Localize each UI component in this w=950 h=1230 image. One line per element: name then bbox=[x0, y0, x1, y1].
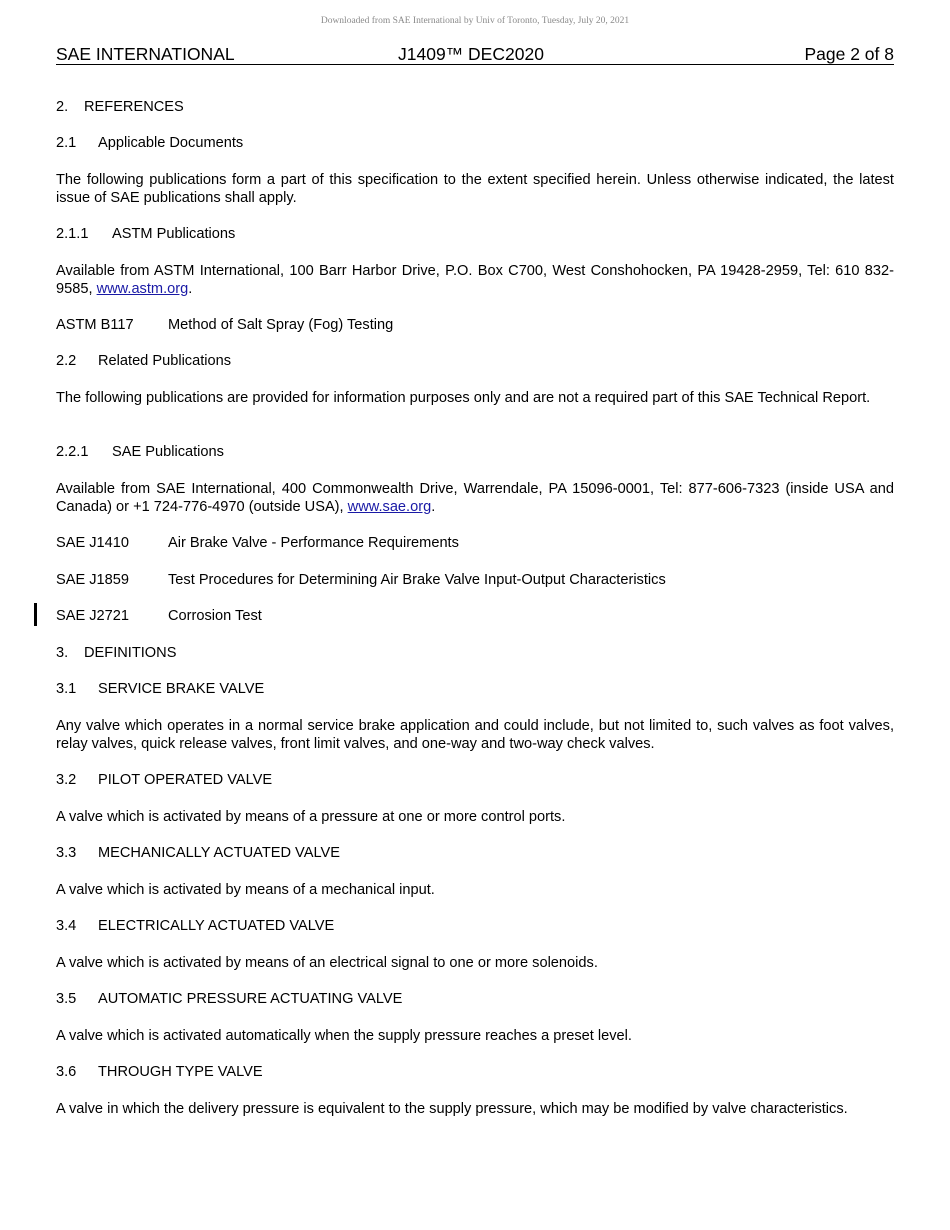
header-doc-id: J1409™ DEC2020 bbox=[398, 44, 544, 64]
sae-website-link[interactable]: www.sae.org bbox=[347, 499, 432, 515]
paragraph-related-publications: The following publications are provided for information purposes only and are not a required part of this SAE Technical Report. bbox=[56, 390, 871, 406]
header-publisher: SAE INTERNATIONAL bbox=[56, 44, 235, 64]
section-heading-3: 3. DEFINITIONS bbox=[56, 645, 177, 661]
section-heading-2-2-1: 2.2.1 SAE Publications bbox=[56, 444, 224, 460]
paragraph-sae-availability: Available from SAE International, 400 Commonwealth Drive, Warrendale, PA 15096-0001, Tel: 877-606-7323 (inside USA and Canada) or +1 724-776-4970 (outside USA), www.sae.org. bbox=[56, 481, 894, 515]
section-heading-2-1: 2.1 Applicable Documents bbox=[56, 135, 244, 151]
reference-item: SAE J1859 Test Procedures for Determining Air Brake Valve Input-Output Characteristics bbox=[56, 572, 666, 588]
definition-text-3-2: A valve which is activated by means of a pressure at one or more control ports. bbox=[56, 809, 566, 825]
reference-item: ASTM B117 Method of Salt Spray (Fog) Testing bbox=[56, 317, 394, 333]
astm-website-link[interactable]: www.astm.org bbox=[96, 281, 189, 297]
definition-heading-3-3: 3.3 MECHANICALLY ACTUATED VALVE bbox=[56, 845, 340, 861]
definition-heading-3-1: 3.1 SERVICE BRAKE VALVE bbox=[56, 681, 265, 697]
paragraph-astm-availability: Available from ASTM International, 100 Barr Harbor Drive, P.O. Box C700, West Conshohocken, PA 19428-2959, Tel: 610 832-9585, www.astm.org. bbox=[56, 263, 894, 297]
download-watermark: Downloaded from SAE International by Univ of Toronto, Tuesday, July 20, 2021 bbox=[320, 16, 630, 26]
page-header bbox=[56, 44, 894, 65]
definition-heading-3-2: 3.2 PILOT OPERATED VALVE bbox=[56, 772, 273, 788]
definition-heading-3-4: 3.4 ELECTRICALLY ACTUATED VALVE bbox=[56, 918, 335, 934]
header-page-number: Page 2 of 8 bbox=[804, 44, 894, 64]
definition-text-3-4: A valve which is activated by means of an electrical signal to one or more solenoids. bbox=[56, 955, 598, 971]
reference-item: SAE J1410 Air Brake Valve - Performance Requirements bbox=[56, 535, 459, 551]
section-heading-2: 2. REFERENCES bbox=[56, 99, 184, 115]
reference-item: SAE J2721 Corrosion Test bbox=[56, 608, 262, 624]
section-heading-2-2: 2.2 Related Publications bbox=[56, 353, 232, 369]
revision-change-bar bbox=[34, 603, 37, 626]
definition-text-3-6: A valve in which the delivery pressure is equivalent to the supply pressure, which may be modified by valve characteristics. bbox=[56, 1101, 848, 1117]
definition-heading-3-5: 3.5 AUTOMATIC PRESSURE ACTUATING VALVE bbox=[56, 991, 403, 1007]
definition-text-3-3: A valve which is activated by means of a mechanical input. bbox=[56, 882, 435, 898]
section-heading-2-1-1: 2.1.1 ASTM Publications bbox=[56, 226, 236, 242]
definition-text-3-5: A valve which is activated automatically when the supply pressure reaches a preset level. bbox=[56, 1028, 632, 1044]
definition-text-3-1: Any valve which operates in a normal service brake application and could include, but not limited to, such valves as foot valves, relay valves, quick release valves, front limit valves, and one-way and two-way check valves. bbox=[56, 718, 894, 752]
definition-heading-3-6: 3.6 THROUGH TYPE VALVE bbox=[56, 1064, 263, 1080]
paragraph-applicable-documents: The following publications form a part of this specification to the extent specified herein. Unless otherwise indicated, the latest issue of SAE publications shall apply. bbox=[56, 172, 894, 206]
